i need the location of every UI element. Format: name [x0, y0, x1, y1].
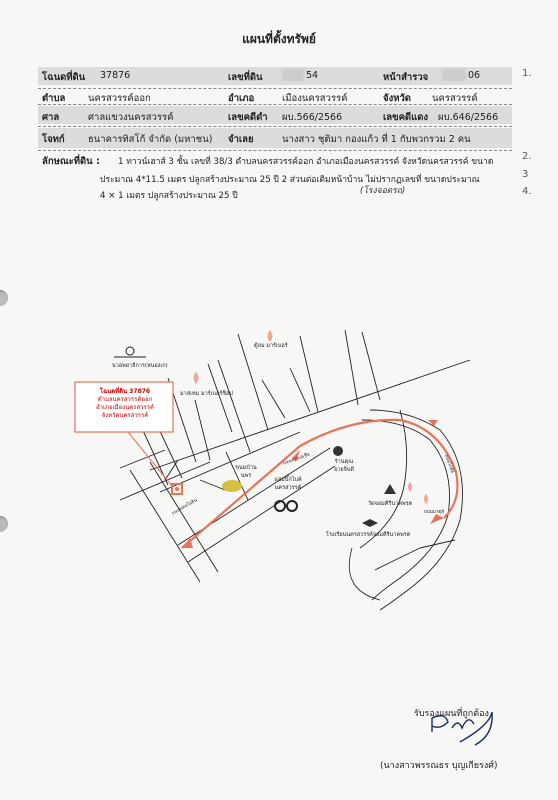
- black-case-label: เลขคดีดำ: [228, 112, 268, 123]
- school-icon: [362, 519, 378, 527]
- barber-icon: [268, 330, 273, 342]
- page-title: แผนที่ตั้งทรัพย์: [242, 32, 316, 46]
- callout-line: จังหวัดนครสวรรค์: [101, 412, 149, 419]
- route-arrow: [428, 420, 438, 426]
- road-line: [362, 332, 380, 400]
- subdistrict-value: นครสวรรค์ออก: [88, 93, 151, 104]
- description-line-2: ประมาณ 4*11.5 เมตร ปลูกสร้างประมาณ 25 ปี 2 ส่วนต่อเติมหน้าบ้าน ไม่ปรากฏเลขที่ ขนาดประมาณ: [100, 175, 480, 185]
- road-label: ถนนโกสีย์: [443, 453, 455, 474]
- temple-icon: [384, 484, 396, 494]
- court-label: ศาล: [42, 112, 60, 123]
- road-line: [120, 462, 210, 500]
- plaintiff-value: ธนาคารทิสโก้ จำกัด (มหาชน): [88, 134, 213, 145]
- margin-mark: 2.: [522, 151, 532, 162]
- label-park: นวอพยาลีการ(หนองเก): [112, 363, 168, 369]
- district-value: เมืองนครสวรรค์: [282, 93, 348, 104]
- label-restaurant: ขนมบ้าน นพร: [235, 465, 257, 479]
- province-value: นครสวรรค์: [432, 93, 478, 104]
- margin-mark: 3: [522, 169, 529, 180]
- road-lines: [120, 330, 470, 610]
- label-coffee: ร้านคุณ ยายจิบดี: [334, 459, 354, 473]
- road-line: [195, 400, 210, 460]
- motorbike-icon: [275, 501, 285, 511]
- road-line: [200, 480, 225, 490]
- road-line: [300, 336, 318, 412]
- signature-caption: รับรองแผนที่ถูกต้อง: [414, 709, 489, 719]
- signer-name: (นางสาวพรรณธร บุญเกียรงศ์): [380, 761, 498, 771]
- district-label: อำเภอ: [228, 93, 255, 104]
- label-shop-2: มาสเทม มาร์เบอร์ช็อป: [180, 391, 233, 397]
- defendant-label: จำเลย: [228, 134, 254, 145]
- road-line: [120, 450, 165, 468]
- province-label: จังหวัด: [383, 93, 411, 104]
- callout-line: อำเภอเมืองนครสวรรค์: [96, 404, 154, 411]
- callout-line: โฉนดที่ดิน 37876: [99, 388, 151, 395]
- margin-mark: 4.: [522, 186, 532, 197]
- description-line-1: 1 ทาวน์เฮาส์ 3 ชั้น เลขที่ 38/3 ตำบลนครสวรรค์ออก อำเภอเมืองนครสวรรค์ จังหวัดนครสวรรค์ ขนาด: [118, 157, 494, 167]
- road-label: ถนนสายเอเชีย: [282, 452, 311, 467]
- description-label: ลักษณะที่ดิน :: [42, 156, 100, 167]
- deed-label: โฉนดที่ดิน: [42, 72, 86, 83]
- label-shop-1: ตู้ลม มาร์เบอร์: [254, 343, 288, 349]
- pin-icon: [408, 482, 412, 492]
- handwritten-note: (โรงจอดรถ): [360, 186, 406, 196]
- description-line-3: 4 × 1 เมตร ปลูกสร้างประมาณ 25 ปี: [100, 191, 238, 201]
- court-value: ศาลแขวงนครสวรรค์: [88, 112, 174, 123]
- margin-mark: 1.: [522, 68, 532, 79]
- plaintiff-label: โจทก์: [42, 134, 65, 145]
- road-label: ถนนพหลโยธิน: [171, 498, 199, 517]
- road-line: [360, 410, 407, 548]
- road-line: [150, 462, 218, 572]
- red-case-label: เลขคดีแดง: [383, 112, 429, 123]
- road-line: [345, 330, 358, 405]
- subdistrict-label: ตำบล: [42, 93, 66, 104]
- callout-line: ตำบลนครสวรรค์ออก: [97, 396, 153, 403]
- coffee-icon: [333, 446, 343, 456]
- label-school: โรงเรียนนครสวรรค์จอมคีรีนาคพรต: [326, 532, 411, 538]
- property-marker-dot: [175, 487, 179, 491]
- road-label: ถนนมาตุลี: [424, 510, 445, 515]
- food-icon: [222, 480, 242, 492]
- park-icon: [114, 347, 146, 357]
- survey-label: หน้าสำรวจ: [383, 72, 429, 83]
- label-bikeshop: แฮมบิ๊กไบค์ นครสวรรค์: [274, 477, 302, 491]
- pin-icon: [424, 494, 428, 504]
- road-line: [262, 380, 285, 418]
- motorbike-icon: [287, 501, 297, 511]
- barber-icon: [194, 372, 199, 384]
- red-case-value: ผบ.646/2566: [438, 112, 499, 123]
- survey-value: 06: [468, 70, 481, 81]
- parcel-label: เลขที่ดิน: [228, 72, 263, 83]
- deed-value: 37876: [100, 70, 131, 81]
- road-line: [290, 368, 310, 412]
- road-line: [208, 364, 232, 432]
- road-line: [349, 548, 380, 600]
- route-arrow: [430, 514, 444, 524]
- callout-text: [80, 388, 170, 420]
- parcel-value: 54: [306, 70, 319, 81]
- label-temple: วัดจอมคีรีนาคพรต: [368, 501, 413, 507]
- black-case-value: ผบ.566/2566: [282, 112, 343, 123]
- defendant-value: นางสาว ชุติมา กองแก้ว ที่ 1 กับพวกรวม 2 คน: [282, 134, 471, 145]
